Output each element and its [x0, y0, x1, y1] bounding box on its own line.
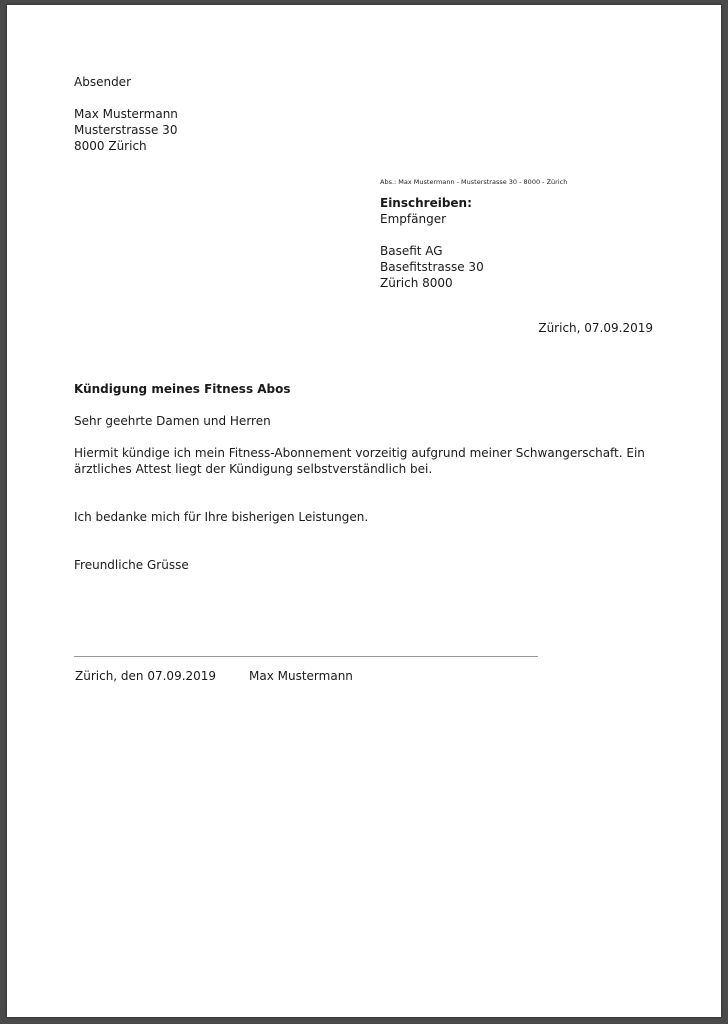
sender-city: 8000 Zürich [74, 139, 147, 153]
thanks-line: Ich bedanke mich für Ihre bisherigen Leistungen. [74, 510, 369, 524]
sender-address [74, 106, 178, 154]
recipient-label: Empfänger [380, 212, 447, 226]
recipient-address [380, 243, 484, 291]
body-paragraph: Hiermit kündige ich mein Fitness-Abonnement vorzeitig aufgrund meiner Schwangerschaft. Ein ärztliches Attest liegt der Kündigung selbstverständlich bei. [74, 446, 645, 476]
signature-line [74, 656, 538, 657]
salutation: Sehr geehrte Damen und Herren [74, 414, 271, 428]
recipient-company: Basefit AG [380, 244, 443, 258]
signature-place-date: Zürich, den 07.09.2019 [75, 669, 217, 683]
return-address-line: Abs.: Max Mustermann - Musterstrasse 30 - 8000 - Zürich [380, 178, 568, 186]
sender-name: Max Mustermann [74, 107, 178, 121]
recipient-header [380, 195, 472, 227]
recipient-street: Basefitstrasse 30 [380, 260, 484, 274]
sender-street: Musterstrasse 30 [74, 123, 178, 137]
signature-name: Max Mustermann [249, 669, 353, 683]
closing: Freundliche Grüsse [74, 558, 189, 572]
registered-mail-label: Einschreiben: [380, 196, 472, 210]
letter-subject: Kündigung meines Fitness Abos [74, 382, 291, 396]
recipient-city: Zürich 8000 [380, 276, 453, 290]
letter-date: Zürich, 07.09.2019 [538, 321, 653, 335]
letter-page [7, 5, 721, 1017]
sender-heading: Absender [74, 75, 131, 89]
